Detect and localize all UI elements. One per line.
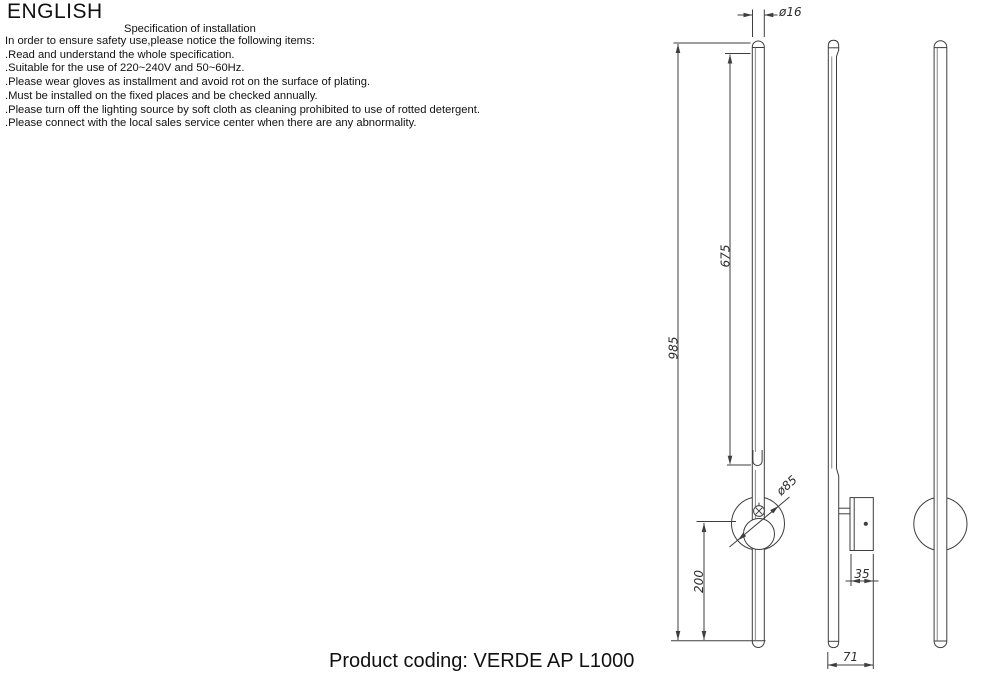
language-heading: ENGLISH (7, 0, 103, 23)
dim-label-tube-length: 675 (718, 244, 733, 268)
product-coding: Product coding: VERDE AP L1000 (329, 650, 635, 672)
spec-text-block (5, 35, 480, 131)
front-view-drawing (732, 41, 785, 648)
spec-title: Specification of installation (124, 23, 256, 35)
dim-label-tube-diameter: ø16 (779, 5, 802, 19)
side-lamp-tube (828, 40, 838, 647)
back-lamp-tube (934, 41, 947, 648)
front-mount-plate-circle (744, 519, 775, 550)
side-wall-bracket (850, 498, 873, 551)
spec-intro: In order to ensure safety use,please notice the following items: (5, 35, 315, 47)
back-view-drawing (914, 41, 967, 648)
dim-label-center-to-bottom: 200 (692, 570, 706, 593)
dim-label-total-length: 985 (666, 336, 681, 360)
dim-label-canopy-diameter: ø85 (773, 472, 800, 499)
spec-item: .Please connect with the local sales service center when there are any abnormality. (5, 117, 417, 130)
spec-item: .Please wear gloves as installment and avoid rot on the surface of plating. (5, 76, 371, 89)
spec-item: .Suitable for the use of 220~240V and 50~60Hz. (5, 62, 245, 75)
spec-item: .Please turn off the lighting source by soft cloth as cleaning prohibited to use of rotted detergent. (5, 103, 480, 116)
front-view-dimensions (667, 5, 802, 641)
side-bracket-screw (864, 522, 868, 526)
dim-label-wall-depth: 71 (842, 650, 859, 664)
dim-label-bracket-width: 35 (854, 567, 870, 581)
front-lamp-tube (752, 41, 764, 648)
spec-item: .Must be installed on the fixed places and be checked annually. (5, 89, 318, 102)
spec-item: .Read and understand the whole specification. (5, 48, 235, 61)
